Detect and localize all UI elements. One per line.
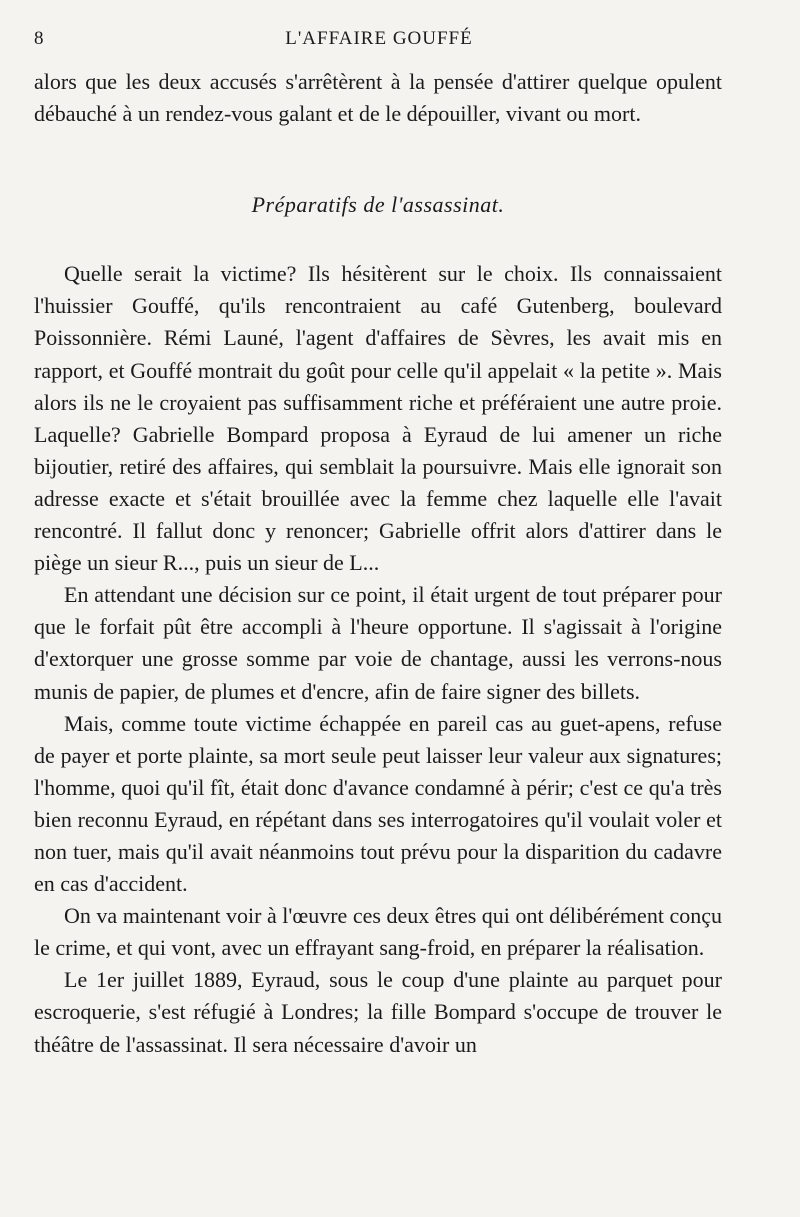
paragraph-5: On va maintenant voir à l'œuvre ces deux êtres qui ont délibérément conçu le crime, et qui vont, avec un effrayant sang-froid, en préparer la réalisation. [34,903,722,961]
running-head [34,28,724,54]
paragraph-3: En attendant une décision sur ce point, il était urgent de tout préparer pour que le forfait pût être accompli à l'heure opportune. Il s'agissait à l'origine d'extorquer une grosse somme par voie de chantage, aussi les verrons-nous munis de papier, de plumes et d'encre, afin de faire signer des billets. [34,582,722,704]
running-title: L'AFFAIRE GOUFFÉ [285,28,473,49]
paragraph-2: Quelle serait la victime? Ils hésitèrent sur le choix. Ils connaissaient l'huissier Gouffé, qu'ils rencontraient au café Gutenberg, boulevard Poissonnière. Rémi Launé, l'agent d'affaires de Sèvres, les avait mis en rapport, et Gouffé montrait du goût pour celle qu'il appelait « la petite ». Mais alors ils ne le croyaient pas suffisamment riche et préféraient une autre proie. Laquelle? Gabrielle Bompard proposa à Eyraud de lui amener un riche bijoutier, retiré des affaires, qui semblait la poursuivre. Mais elle ignorait son adresse exacte et s'était brouillée avec la femme chez laquelle elle l'avait rencontré. Il fallut donc y renoncer; Gabrielle offrit alors d'attirer dans le piège un sieur R..., puis un sieur de L... [34,261,722,576]
section-heading: Préparatifs de l'assassinat. [251,192,505,218]
paragraph-4: Mais, comme toute victime échappée en pareil cas au guet-apens, refuse de payer et porte plainte, sa mort seule peut laisser leur valeur aux signatures; l'homme, quoi qu'il fît, était donc d'avance condamné à périr; c'est ce qu'a très bien reconnu Eyraud, en répétant dans ses interrogatoires qu'il voulait voler et non tuer, mais qu'il avait néanmoins tout prévu pour la disparition du cadavre en cas d'accident. [34,710,722,897]
page-number: 8 [34,28,45,49]
paragraph-1: alors que les deux accusés s'arrêtèrent à la pensée d'attirer quelque opulent débauché à un rendez-vous galant et de le dépouiller, vivant ou mort. [34,69,722,127]
paragraph-6: Le 1er juillet 1889, Eyraud, sous le coup d'une plainte au parquet pour escroquerie, s'est réfugié à Londres; la fille Bompard s'occupe de trouver le théâtre de l'assassinat. Il sera nécessaire d'avoir un [34,967,722,1057]
body-text [34,66,722,1061]
